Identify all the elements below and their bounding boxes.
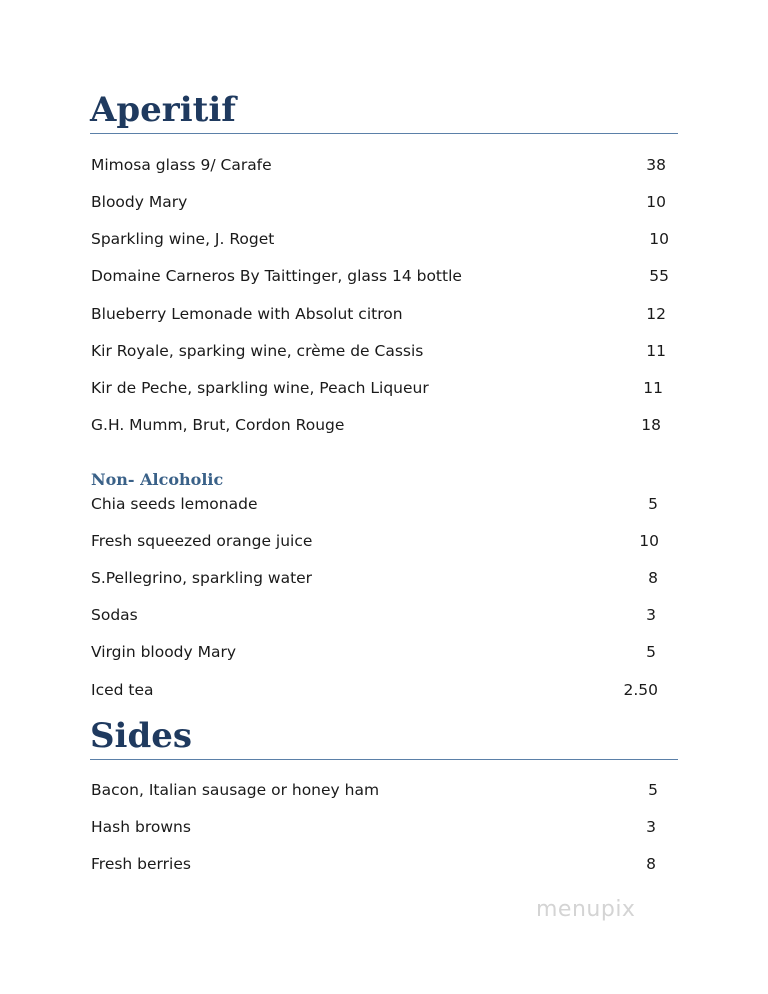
item-name: Fresh berries	[91, 855, 191, 873]
item-name: Fresh squeezed orange juice	[91, 532, 313, 550]
item-price: 38	[646, 156, 666, 174]
menu-item	[91, 604, 669, 626]
item-price: 10	[639, 532, 659, 550]
menu-item	[91, 816, 669, 838]
non-alcoholic-subheading: Non- Alcoholic	[91, 470, 224, 489]
item-name: Domaine Carneros By Taittinger, glass 14 bottle	[91, 267, 462, 285]
item-name: Chia seeds lemonade	[91, 495, 258, 513]
menu-item	[91, 191, 669, 213]
menu-item	[91, 265, 669, 287]
menu-item	[91, 853, 669, 875]
aperitif-heading: Aperitif	[90, 90, 236, 130]
item-price: 12	[646, 305, 666, 323]
menu-item	[91, 679, 669, 701]
item-price: 8	[648, 569, 658, 587]
item-name: Sodas	[91, 606, 138, 624]
item-name: S.Pellegrino, sparkling water	[91, 569, 313, 587]
menu-item	[91, 414, 669, 436]
item-name: Virgin bloody Mary	[91, 643, 237, 661]
item-price: 2.50	[623, 681, 658, 699]
item-price: 5	[648, 781, 658, 799]
item-price: 10	[649, 230, 669, 248]
item-price: 5	[646, 643, 656, 661]
item-name: Sparkling wine, J. Roget	[91, 230, 275, 248]
item-name: Bacon, Italian sausage or honey ham	[91, 781, 380, 799]
menu-item	[91, 303, 669, 325]
item-name: Bloody Mary	[91, 193, 188, 211]
item-price: 5	[648, 495, 658, 513]
sides-rule	[90, 759, 678, 760]
menu-item	[91, 641, 669, 663]
menu-item	[91, 779, 669, 801]
menu-item	[91, 567, 669, 589]
item-name: Iced tea	[91, 681, 154, 699]
aperitif-rule	[90, 133, 678, 134]
item-price: 3	[646, 818, 656, 836]
item-price: 55	[649, 267, 669, 285]
menu-item	[91, 493, 669, 515]
item-name: G.H. Mumm, Brut, Cordon Rouge	[91, 416, 345, 434]
menu-item	[91, 530, 669, 552]
item-name: Mimosa glass 9/ Carafe	[91, 156, 272, 174]
item-name: Hash browns	[91, 818, 191, 836]
menupix-watermark: menupix	[536, 897, 636, 922]
item-name: Kir Royale, sparking wine, crème de Cassis	[91, 342, 424, 360]
item-name: Kir de Peche, sparkling wine, Peach Liqueur	[91, 379, 429, 397]
item-price: 11	[646, 342, 666, 360]
sides-heading: Sides	[90, 716, 193, 756]
item-price: 8	[646, 855, 656, 873]
item-name: Blueberry Lemonade with Absolut citron	[91, 305, 403, 323]
menu-item	[91, 154, 669, 176]
item-price: 11	[643, 379, 663, 397]
item-price: 3	[646, 606, 656, 624]
menu-item	[91, 377, 669, 399]
item-price: 10	[646, 193, 666, 211]
menu-item	[91, 228, 669, 250]
menu-item	[91, 340, 669, 362]
item-price: 18	[641, 416, 661, 434]
